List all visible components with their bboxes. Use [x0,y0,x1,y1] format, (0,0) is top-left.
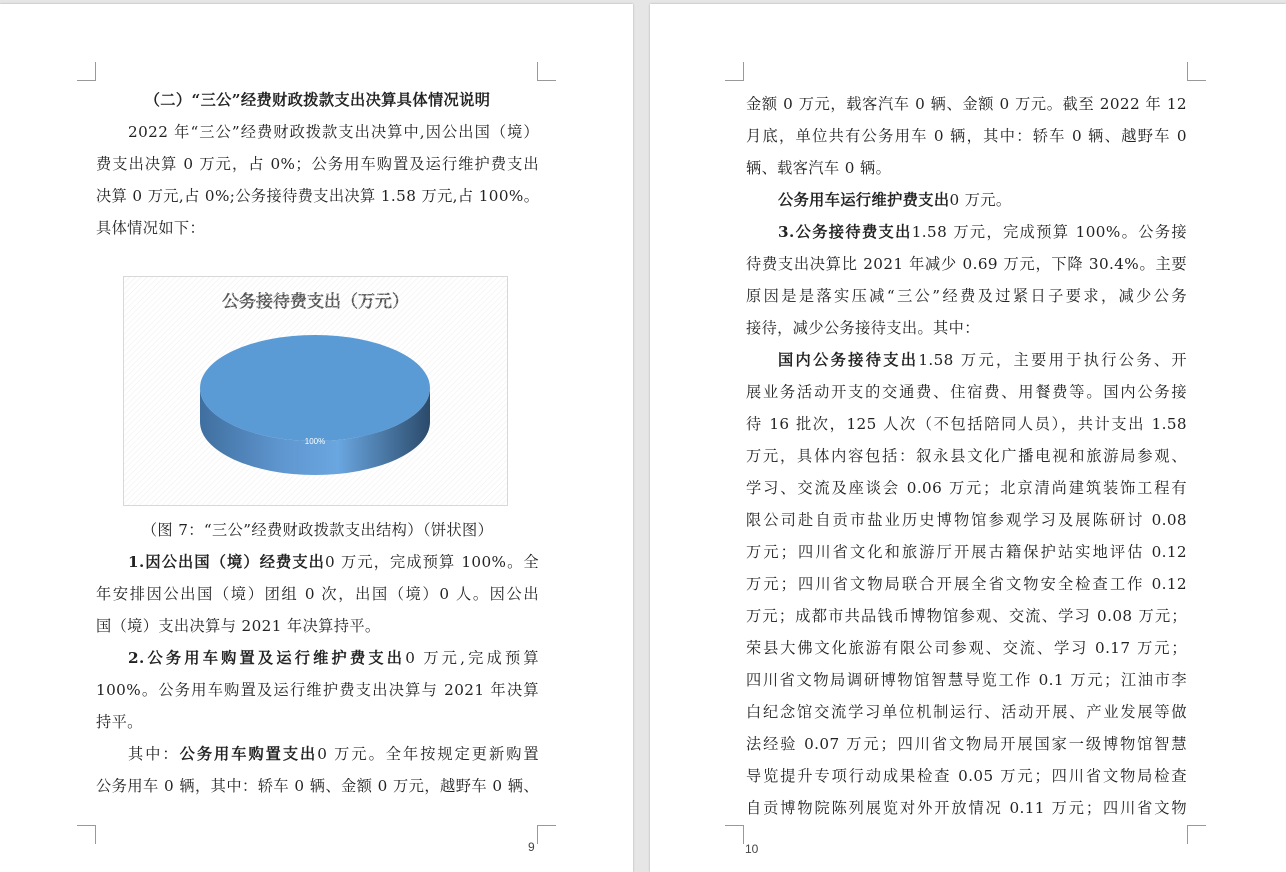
page-10 [650,4,1286,872]
paragraph-line: 万元；四川省文物局联合开展全省文物安全检查工作 0.12 [746,575,1187,593]
paragraph-line: 展业务活动开支的交通费、住宿费、用餐费等。国内公务接 [746,383,1187,401]
figure-caption: （图 7：“三公”经费财政拨款支出结构）（饼状图） [141,521,494,539]
paragraph-line: 自贡博物院陈列展览对外开放情况 0.11 万元；四川省文物 [746,799,1187,817]
paragraph-line: 国（境）支出决算与 2021 年决算持平。 [96,617,381,635]
paragraph-line: 荣县大佛文化旅游有限公司参观、交流、学习 0.17 万元； [746,639,1187,657]
crop-mark [77,62,96,81]
paragraph-line: 待费支出决算比 2021 年减少 0.69 万元，下降 30.4%。主要 [746,255,1187,273]
paragraph-line: 原因是是落实压减“三公”经费及过紧日子要求，减少公务 [746,287,1187,305]
paragraph-line: 万元，具体内容包括：叙永县文化广播电视和旅游局参观、 [746,447,1187,465]
paragraph-line: 其中：公务用车购置支出0 万元。全年按规定更新购置 [128,745,539,763]
paragraph-line: 待 16 批次，125 人次（不包括陪同人员），共计支出 1.58 [746,415,1187,433]
pie-data-label: 100% [304,437,326,446]
crop-mark [725,62,744,81]
crop-mark [77,825,96,844]
left-text-block-top [96,84,539,244]
pie-chart [123,276,508,506]
paragraph-line: 辆、载客汽车 0 辆。 [746,159,892,177]
left-text-block-bottom [96,514,539,802]
paragraph-line: 费支出决算 0 万元，占 0%；公务用车购置及运行维护费支出 [96,155,539,173]
paragraph-line: 白纪念馆交流学习单位机制运行、活动开展、产业发展等做 [746,703,1187,721]
crop-mark [1187,825,1206,844]
paragraph-line: 3.公务接待费支出1.58 万元，完成预算 100%。公务接 [778,223,1187,241]
crop-mark [1187,62,1206,81]
pie-slice [200,335,430,441]
crop-mark [537,825,556,844]
paragraph-line: 国内公务接待支出1.58 万元，主要用于执行公务、开 [778,351,1187,369]
pie-chart-svg [124,277,507,505]
right-text-block [746,88,1187,824]
paragraph-line: 万元；成都市共品钱币博物馆参观、交流、学习 0.08 万元； [746,607,1187,625]
paragraph-line: 年安排因公出国（境）团组 0 次，出国（境）0 人。因公出 [96,585,539,603]
paragraph-line: 接待，减少公务接待支出。其中： [746,319,980,337]
crop-mark [537,62,556,81]
paragraph-line: 四川省文物局调研博物馆智慧导览工作 0.1 万元；江油市李 [746,671,1187,689]
page-number: 9 [528,840,535,854]
paragraph-line: 具体情况如下： [96,219,206,237]
paragraph-line: 100%。公务用车购置及运行维护费支出决算与 2021 年决算 [96,681,539,699]
page-number: 10 [745,842,759,856]
paragraph-line: 法经验 0.07 万元；四川省文物局开展国家一级博物馆智慧 [746,735,1187,753]
paragraph-line: 导览提升专项行动成果检查 0.05 万元；四川省文物局检查 [746,767,1187,785]
section-heading: （二）“三公”经费财政拨款支出决算具体情况说明 [144,91,491,109]
paragraph-line: 1.因公出国（境）经费支出0 万元，完成预算 100%。全 [128,553,539,571]
paragraph-line: 决算 0 万元,占 0%;公务接待费支出决算 1.58 万元,占 100%。 [96,187,539,205]
paragraph-line: 公务用车 0 辆，其中：轿车 0 辆、金额 0 万元，越野车 0 辆、 [96,777,539,795]
paragraph-line: 月底，单位共有公务用车 0 辆，其中：轿车 0 辆、越野车 0 [746,127,1187,145]
paragraph-line: 2022 年“三公”经费财政拨款支出决算中,因公出国（境） [128,123,539,141]
page-9 [0,4,633,872]
paragraph-line: 公务用车运行维护费支出0 万元。 [778,191,1012,209]
paragraph-line: 持平。 [96,713,143,731]
crop-mark [725,825,744,844]
paragraph-line: 学习、交流及座谈会 0.06 万元；北京清尚建筑装饰工程有 [746,479,1187,497]
paragraph-line: 限公司赴自贡市盐业历史博物馆参观学习及展陈研讨 0.08 [746,511,1187,529]
paragraph-line: 2.公务用车购置及运行维护费支出0 万元,完成预算 [128,649,539,667]
paragraph-line: 金额 0 万元，载客汽车 0 辆、金额 0 万元。截至 2022 年 12 [746,95,1187,113]
paragraph-line: 万元；四川省文化和旅游厅开展古籍保护站实地评估 0.12 [746,543,1187,561]
